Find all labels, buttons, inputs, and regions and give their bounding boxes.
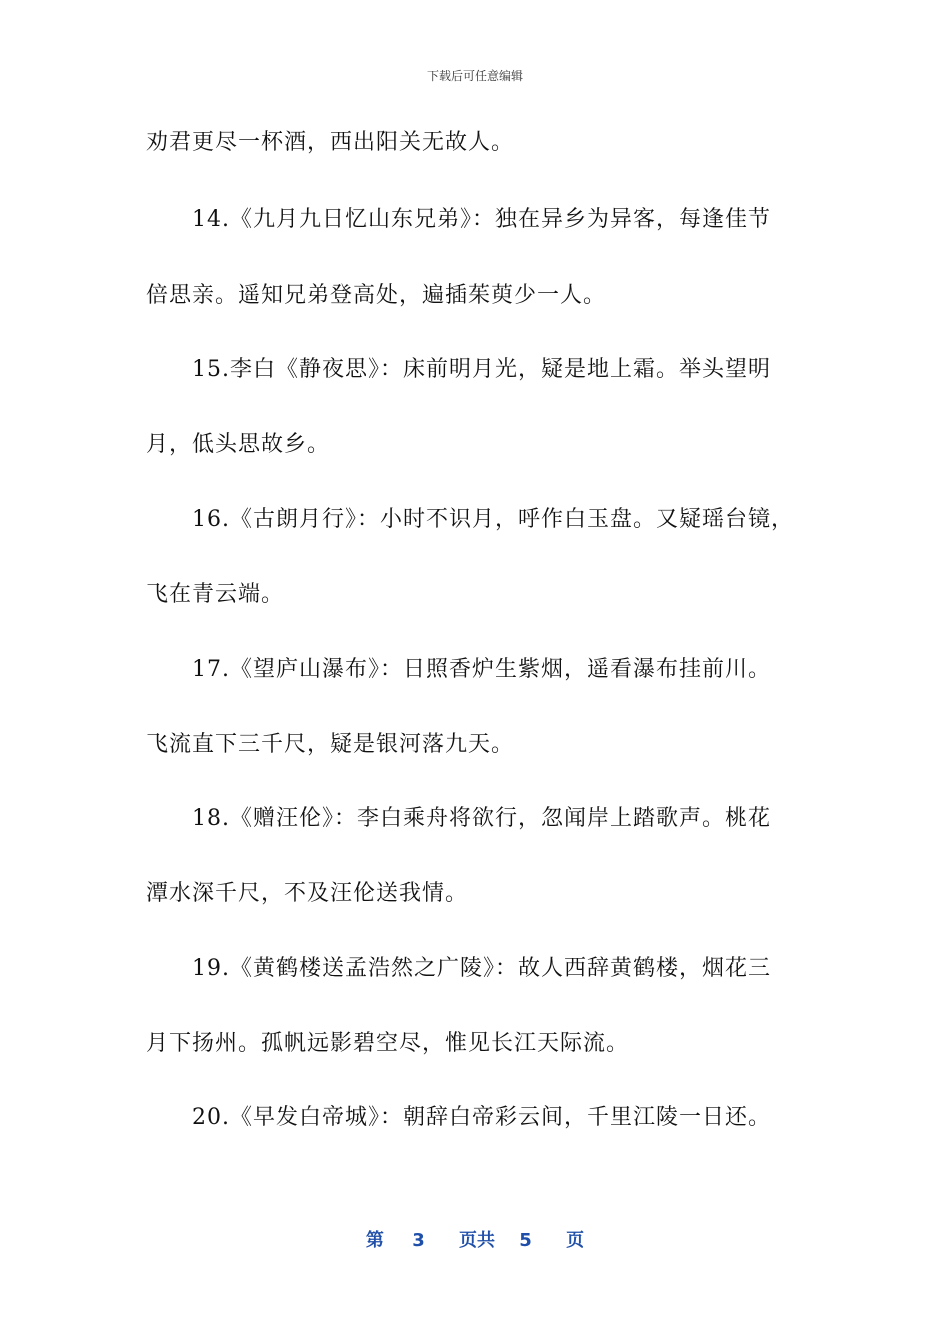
poem-entry-19-line-2: 月下扬州。孤帆远影碧空尽，惟见长江天际流。 <box>146 1031 630 1056</box>
page-header: 下载后可任意编辑 <box>426 69 523 83</box>
poem-entry-20-line-1: 20.《早发白帝城》：朝辞白帝彩云间，千里江陵一日还。 <box>192 1105 771 1130</box>
footer-total-pages: 5 <box>519 1230 532 1251</box>
poem-entry-14-line-1: 14.《九月九日忆山东兄弟》：独在异乡为异客，每逢佳节 <box>192 207 771 232</box>
poem-entry-15-line-2: 月，低头思故乡。 <box>146 432 331 457</box>
poem-entry-19-line-1: 19.《黄鹤楼送孟浩然之广陵》：故人西辞黄鹤楼，烟花三 <box>192 956 771 981</box>
footer-suffix: 页 <box>566 1230 585 1251</box>
footer-current-page: 3 <box>412 1230 425 1251</box>
poem-entry-18-line-2: 潭水深千尺，不及汪伦送我情。 <box>146 881 469 906</box>
poem-entry-16-line-2: 飞在青云端。 <box>146 582 285 607</box>
poem-entry-15-line-1: 15.李白《静夜思》：床前明月光，疑是地上霜。举头望明 <box>192 357 771 382</box>
page-number-footer <box>0 1226 950 1252</box>
poem-entry-17-line-2: 飞流直下三千尺，疑是银河落九天。 <box>146 732 515 757</box>
poem-entry-14-line-2: 倍思亲。遥知兄弟登高处，遍插茱萸少一人。 <box>146 283 607 308</box>
poem-entry-17-line-1: 17.《望庐山瀑布》：日照香炉生紫烟，遥看瀑布挂前川。 <box>192 657 771 682</box>
footer-middle: 页共 <box>459 1230 495 1251</box>
text-line: 劝君更尽一杯酒，西出阳关无故人。 <box>146 130 515 155</box>
poem-entry-16-line-1: 16.《古朗月行》：小时不识月，呼作白玉盘。又疑瑶台镜， <box>192 507 794 532</box>
poem-entry-18-line-1: 18.《赠汪伦》：李白乘舟将欲行，忽闻岸上踏歌声。桃花 <box>192 806 771 831</box>
footer-prefix: 第 <box>365 1230 384 1251</box>
